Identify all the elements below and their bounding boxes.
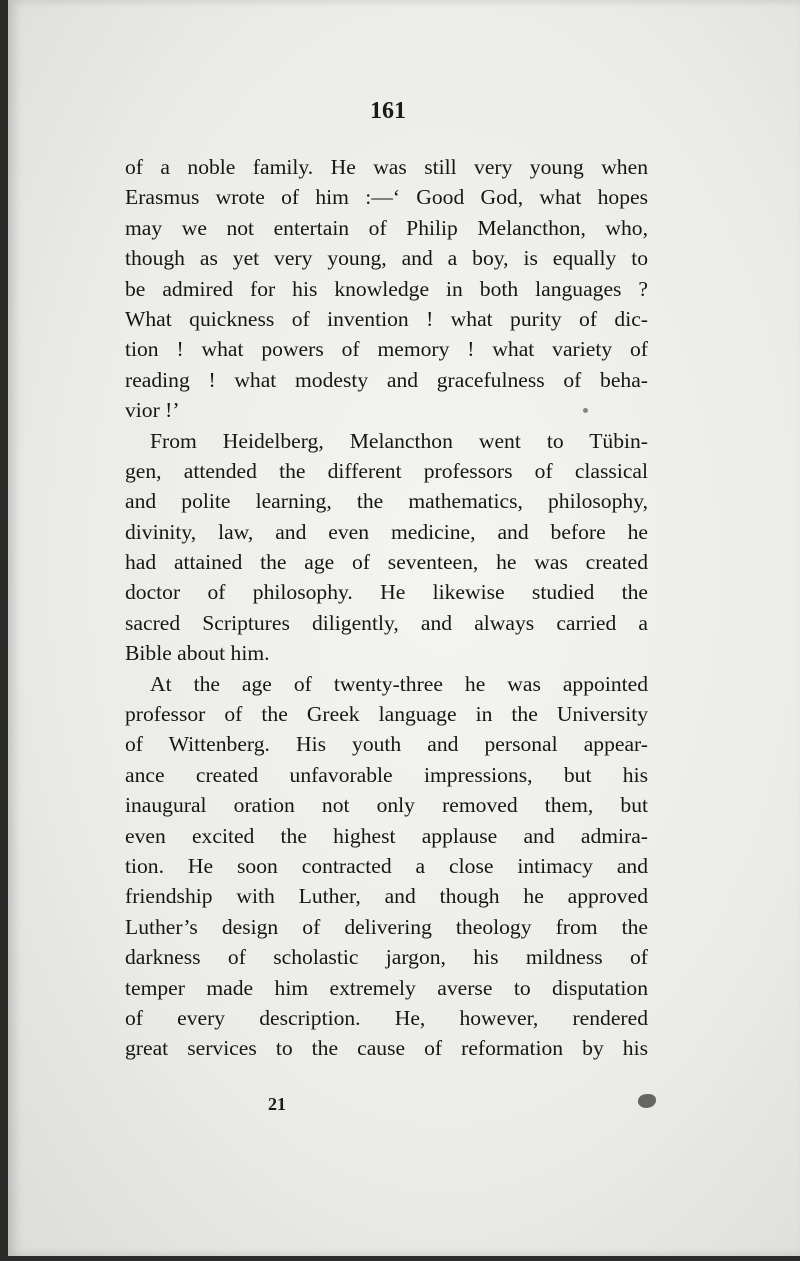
text-line: doctor of philosophy. He likewise studied the [125, 580, 648, 605]
text-line: of a noble family. He was still very young when [125, 155, 648, 179]
paragraph [125, 669, 648, 1064]
text-line: gen, attended the different professors of classical [125, 458, 648, 483]
body-text [125, 152, 648, 1064]
text-line: though as yet very young, and a boy, is equally to [125, 246, 648, 271]
text-line: Erasmus wrote of him :—‘ Good God, what hopes [125, 185, 648, 210]
ink-speck [583, 408, 588, 413]
text-line: What quickness of invention ! what purity of dic- [125, 306, 648, 331]
text-line: of Wittenberg. His youth and personal appear- [125, 732, 648, 757]
text-line: tion ! what powers of memory ! what variety of [125, 337, 648, 362]
paragraph [125, 426, 648, 669]
text-line: even excited the highest applause and admira- [125, 823, 648, 848]
text-line: divinity, law, and even medicine, and before he [125, 519, 648, 544]
text-line: inaugural oration not only removed them, but [125, 793, 648, 818]
text-line: Luther’s design of delivering theology from the [125, 914, 648, 939]
text-line: tion. He soon contracted a close intimacy and [125, 853, 648, 878]
text-line: be admired for his knowledge in both languages ? [125, 276, 648, 301]
text-line: and polite learning, the mathematics, philosophy, [125, 489, 648, 514]
text-line: ance created unfavorable impressions, but his [125, 762, 648, 787]
text-line: At the age of twenty-three he was appointed [150, 671, 648, 696]
text-line: vior !’ [125, 398, 180, 423]
text-line: reading ! what modesty and gracefulness of beha- [125, 367, 648, 392]
ink-blot [638, 1094, 656, 1108]
text-line: professor of the Greek language in the University [125, 702, 648, 727]
text-line: From Heidelberg, Melancthon went to Tübin- [150, 428, 648, 453]
text-line: may we not entertain of Philip Melancthon, who, [125, 215, 648, 240]
text-line: temper made him extremely averse to disputation [125, 975, 648, 1000]
page-number: 161 [370, 98, 406, 124]
text-line: had attained the age of seventeen, he was created [125, 550, 648, 575]
text-line: of every description. He, however, rendered [125, 1005, 648, 1030]
text-line: sacred Scriptures diligently, and always carried a [125, 610, 648, 635]
paragraph [125, 152, 648, 426]
signature-mark: 21 [268, 1094, 286, 1114]
book-page [8, 0, 800, 1256]
text-line: great services to the cause of reformation by his [125, 1036, 648, 1061]
text-line: Bible about him. [125, 641, 270, 666]
text-line: friendship with Luther, and though he approved [125, 884, 648, 909]
text-line: darkness of scholastic jargon, his mildness of [125, 945, 648, 970]
